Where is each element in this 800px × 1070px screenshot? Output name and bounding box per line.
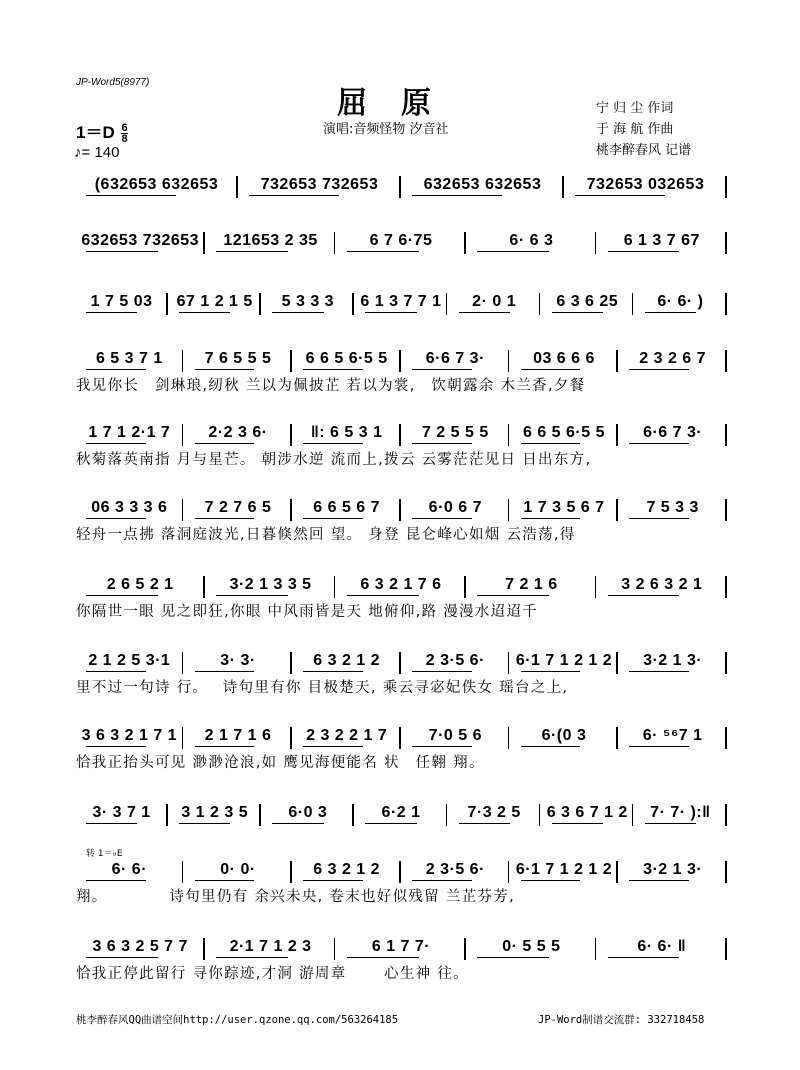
- beam-underline: [412, 880, 472, 881]
- barline: [166, 293, 168, 315]
- notation-row: [76, 934, 728, 960]
- staff-line: [76, 289, 728, 315]
- barline: [725, 293, 727, 315]
- staff-line: [76, 857, 728, 907]
- barline: [725, 576, 727, 598]
- barline: [334, 232, 336, 254]
- beam-underline: [249, 195, 339, 196]
- staff-line: [76, 495, 728, 545]
- modulation-mark: 转 1＝♭E: [86, 849, 123, 859]
- measure: 6·1 7 1 2 1 2: [515, 652, 613, 669]
- notation-row: [76, 420, 728, 446]
- barline: [616, 350, 618, 372]
- measure: 5 3 3 3: [281, 293, 335, 310]
- beam-underline: [347, 957, 419, 958]
- measure: 3 6 3 2 1 7 1: [81, 727, 178, 744]
- beam-underline: [645, 312, 696, 313]
- measure: ‖: 6 5 3 1: [310, 424, 383, 441]
- measure: 1 7 5 03: [90, 293, 153, 310]
- barline: [203, 576, 205, 598]
- measure: 2 3 2 2 1 7: [306, 727, 388, 744]
- transcriber-credit: 桃李醉春风 记谱: [596, 143, 692, 158]
- barline: [399, 652, 401, 674]
- measure: 6· 6· ‖: [637, 938, 687, 955]
- beam-underline: [303, 671, 363, 672]
- beam-underline: [216, 957, 288, 958]
- measure: 3· 3 7 1: [92, 804, 151, 821]
- beam-underline: [608, 595, 680, 596]
- beam-underline: [629, 880, 689, 881]
- barline: [508, 350, 510, 372]
- beam-underline: [645, 823, 696, 824]
- measure: 2 3·5 6·: [425, 861, 485, 878]
- beam-underline: [459, 823, 510, 824]
- measure: 632653 732653: [81, 232, 200, 249]
- beam-underline: [86, 369, 146, 370]
- beam-underline: [303, 518, 363, 519]
- beam-underline: [216, 251, 288, 252]
- barline: [539, 293, 541, 315]
- barline: [616, 727, 618, 749]
- beam-underline: [86, 823, 137, 824]
- measure: 6 6 5 6·5 5: [522, 424, 605, 441]
- barline: [203, 938, 205, 960]
- barline: [182, 652, 184, 674]
- barline: [508, 861, 510, 883]
- barline: [595, 232, 597, 254]
- beam-underline: [477, 957, 549, 958]
- barline: [616, 499, 618, 521]
- measure: 6·(0 3: [541, 727, 587, 744]
- measure: 2 1 2 5 3·1: [88, 652, 171, 669]
- lyric-line: 里不过一句诗 行。 诗句里有你 目极楚天, 乘云寻宓妃佚女 瑶台之上,: [76, 680, 569, 696]
- measure: 6·2 1: [381, 804, 421, 821]
- barline: [725, 424, 727, 446]
- measure: 6 5 3 7 1: [95, 350, 163, 367]
- beam-underline: [412, 746, 472, 747]
- staff-line: [76, 228, 728, 254]
- barline: [508, 424, 510, 446]
- barline: [725, 499, 727, 521]
- lyricist-credit: 宁 归 尘 作词: [596, 101, 674, 116]
- staff-line: [76, 420, 728, 470]
- barline: [236, 176, 238, 198]
- notation-row: [76, 572, 728, 598]
- barline: [725, 176, 727, 198]
- barline: [399, 499, 401, 521]
- beam-underline: [86, 251, 158, 252]
- beam-underline: [629, 369, 689, 370]
- measure: 121653 2 35: [223, 232, 318, 249]
- barline: [616, 652, 618, 674]
- barline: [399, 861, 401, 883]
- barline: [399, 424, 401, 446]
- measure: 732653 032653: [586, 176, 705, 193]
- barline: [595, 576, 597, 598]
- measure: 6 6 5 6·5 5: [305, 350, 388, 367]
- barline: [290, 424, 292, 446]
- barline: [290, 861, 292, 883]
- beam-underline: [303, 443, 363, 444]
- beam-underline: [303, 369, 363, 370]
- beam-underline: [86, 746, 146, 747]
- measure: 0· 5 5 5: [502, 938, 561, 955]
- measure: 6· ⁵⁶7 1: [642, 727, 703, 744]
- beam-underline: [521, 671, 581, 672]
- program-label: JP-Word5(8977): [76, 77, 150, 88]
- staff-line: [76, 172, 728, 198]
- barline: [446, 804, 448, 826]
- barline: [399, 727, 401, 749]
- barline: [632, 804, 634, 826]
- beam-underline: [86, 518, 146, 519]
- measure: 1 7 1 2·1 7: [88, 424, 171, 441]
- measure: 6 3 6 25: [556, 293, 619, 310]
- measure: 6·1 7 1 2 1 2: [515, 861, 613, 878]
- beam-underline: [272, 312, 323, 313]
- barline: [539, 804, 541, 826]
- measure: 7 2 7 6 5: [204, 499, 272, 516]
- measure: 2· 0 1: [472, 293, 517, 310]
- beam-underline: [575, 195, 665, 196]
- footer-source: 桃李醉春风QQ曲谱空间http://user.qzone.qq.com/563264185: [76, 1014, 399, 1026]
- measure: 6 3 2 1 2: [313, 652, 381, 669]
- measure: 6 1 3 7 67: [623, 232, 700, 249]
- measure: 1 7 3 5 6 7: [523, 499, 605, 516]
- beam-underline: [477, 251, 549, 252]
- key-signature: [76, 118, 128, 144]
- measure: 6·0 3: [288, 804, 328, 821]
- lyric-line: 恰我正停此留行 寻你踪迹,才洞 游周章 心生神 往。: [76, 966, 469, 982]
- measure: 2 6 5 2 1: [106, 576, 174, 593]
- barline: [399, 176, 401, 198]
- barline: [725, 232, 727, 254]
- beam-underline: [412, 518, 472, 519]
- beam-underline: [195, 443, 255, 444]
- barline: [182, 424, 184, 446]
- barline: [464, 576, 466, 598]
- barline: [725, 938, 727, 960]
- barline: [616, 861, 618, 883]
- barline: [725, 350, 727, 372]
- beam-underline: [86, 880, 146, 881]
- measure: 2·1 7 1 2 3: [229, 938, 312, 955]
- barline: [290, 727, 292, 749]
- notation-row: [76, 648, 728, 674]
- measure: 6·0 6 7: [428, 499, 482, 516]
- measure: 6 1 7 7·: [371, 938, 431, 955]
- barline: [725, 861, 727, 883]
- barline: [290, 652, 292, 674]
- barline: [464, 232, 466, 254]
- barline: [203, 232, 205, 254]
- staff-line: [76, 723, 728, 773]
- measure: 732653 732653: [260, 176, 379, 193]
- measure: 0· 0·: [220, 861, 256, 878]
- measure: 3 1 2 3 5: [181, 804, 249, 821]
- measure: 2 3·5 6·: [425, 652, 485, 669]
- beam-underline: [195, 671, 255, 672]
- beam-underline: [86, 595, 158, 596]
- barline: [352, 293, 354, 315]
- barline: [508, 499, 510, 521]
- barline: [334, 938, 336, 960]
- beam-underline: [521, 443, 581, 444]
- beam-underline: [347, 595, 419, 596]
- barline: [464, 938, 466, 960]
- beam-underline: [459, 312, 510, 313]
- lyric-line: 恰我正抬头可见 渺渺沧浪,如 鹰见海便能名 状 任翱 翔。: [76, 755, 485, 771]
- beam-underline: [629, 746, 689, 747]
- barline: [595, 938, 597, 960]
- beam-underline: [521, 746, 581, 747]
- footer-group: JP-Word制谱交流群: 332718458: [538, 1014, 705, 1026]
- measure: 6·6 7 3·: [425, 350, 485, 367]
- measure: 3 6 3 2 5 7 7: [92, 938, 188, 955]
- measure: 6 6 5 6 7: [313, 499, 381, 516]
- composer-credit: 于 海 航 作曲: [596, 122, 674, 137]
- barline: [725, 727, 727, 749]
- barline: [399, 350, 401, 372]
- measure: 3·2 1 3 3 5: [229, 576, 312, 593]
- tempo-mark: ♪= 140: [74, 144, 120, 161]
- barline: [290, 350, 292, 372]
- beam-underline: [629, 518, 689, 519]
- beam-underline: [216, 595, 288, 596]
- measure: 6 3 6 7 1 2: [546, 804, 628, 821]
- measure: 3· 3·: [220, 652, 256, 669]
- measure: 6· 6·: [111, 861, 148, 878]
- beam-underline: [86, 671, 146, 672]
- notation-row: [76, 289, 728, 315]
- beam-underline: [629, 671, 689, 672]
- barline: [182, 350, 184, 372]
- beam-underline: [521, 369, 581, 370]
- beam-underline: [365, 312, 416, 313]
- measure: 03 6 6 6: [533, 350, 595, 367]
- time-signature: [121, 123, 127, 144]
- measure: 7· 7· ):‖: [650, 804, 711, 821]
- barline: [259, 293, 261, 315]
- measure: 3·2 1 3·: [643, 652, 703, 669]
- measure: 2 1 7 1 6: [204, 727, 272, 744]
- measure: (632653 632653: [94, 176, 219, 193]
- beam-underline: [195, 518, 255, 519]
- beam-underline: [412, 671, 472, 672]
- notation-row: [76, 495, 728, 521]
- barline: [725, 804, 727, 826]
- measure: 7 6 5 5 5: [204, 350, 272, 367]
- barline: [616, 424, 618, 446]
- beam-underline: [179, 312, 230, 313]
- beam-underline: [195, 880, 255, 881]
- meter-top: 6: [121, 122, 128, 135]
- barline: [259, 804, 261, 826]
- beam-underline: [195, 369, 255, 370]
- measure: 67 1 2 1 5: [176, 293, 253, 310]
- beam-underline: [608, 957, 680, 958]
- measure: 7 2 5 5 5: [421, 424, 489, 441]
- measure: 6 1 3 7 7 1: [360, 293, 442, 310]
- beam-underline: [477, 595, 549, 596]
- barline: [562, 176, 564, 198]
- beam-underline: [552, 312, 603, 313]
- measure: 7·3 2 5: [467, 804, 521, 821]
- notation-row: [76, 172, 728, 198]
- notation-row: [76, 857, 728, 883]
- singer-credit: 演唱:音频怪物 汐音社: [323, 122, 449, 137]
- barline: [182, 727, 184, 749]
- barline: [334, 576, 336, 598]
- barline: [352, 804, 354, 826]
- beam-underline: [86, 957, 158, 958]
- notation-row: [76, 800, 728, 826]
- beam-underline: [86, 443, 146, 444]
- barline: [446, 293, 448, 315]
- beam-underline: [608, 251, 680, 252]
- beam-underline: [412, 443, 472, 444]
- barline: [182, 499, 184, 521]
- key-label: 1＝D: [76, 123, 115, 142]
- beam-underline: [179, 823, 230, 824]
- barline: [508, 727, 510, 749]
- lyric-line: 秋菊落英南指 月与星芒。 朝涉水逆 流而上,拨云 云雾茫茫见日 日出东方,: [76, 452, 592, 468]
- notation-row: [76, 346, 728, 372]
- beam-underline: [412, 195, 502, 196]
- lyric-line: 我见你长 剑琳琅,纫秋 兰以为佩披芷 若以为裳, 饮朝露余 木兰香,夕餐: [76, 378, 586, 394]
- barline: [290, 499, 292, 521]
- measure: 6 3 2 1 2: [313, 861, 381, 878]
- beam-underline: [552, 823, 603, 824]
- measure: 6· 6· ): [657, 293, 704, 310]
- beam-underline: [303, 746, 363, 747]
- measure: 6·6 7 3·: [643, 424, 703, 441]
- song-title: 屈原: [337, 86, 465, 121]
- measure: 632653 632653: [423, 176, 542, 193]
- staff-line: [76, 934, 728, 984]
- barline: [166, 804, 168, 826]
- measure: 2·2 3 6·: [208, 424, 268, 441]
- beam-underline: [521, 880, 581, 881]
- measure: 3 2 6 3 2 1: [621, 576, 703, 593]
- measure: 2 3 2 6 7: [639, 350, 707, 367]
- beam-underline: [629, 443, 689, 444]
- beam-underline: [347, 251, 419, 252]
- beam-underline: [86, 195, 176, 196]
- notation-row: [76, 723, 728, 749]
- lyric-line: 你隔世一眼 见之即狂,你眼 中风雨皆是天 地俯仰,路 漫漫水迢迢千: [76, 604, 539, 620]
- beam-underline: [86, 312, 137, 313]
- notation-row: [76, 228, 728, 254]
- lyric-line: 轻舟一点拂 落洞庭波光,日暮倏然回 望。 身登 昆仑峰心如烟 云浩荡,得: [76, 527, 576, 543]
- staff-line: [76, 572, 728, 622]
- measure: 7 2 1 6: [505, 576, 558, 593]
- beam-underline: [303, 880, 363, 881]
- barline: [508, 652, 510, 674]
- beam-underline: [412, 369, 472, 370]
- staff-line: [76, 346, 728, 396]
- beam-underline: [195, 746, 255, 747]
- barline: [632, 293, 634, 315]
- measure: 06 3 3 3 6: [91, 499, 168, 516]
- measure: 6 7 6·75: [369, 232, 433, 249]
- staff-line: [76, 800, 728, 826]
- beam-underline: [365, 823, 416, 824]
- staff-line: [76, 648, 728, 698]
- meter-bottom: 8: [121, 133, 128, 146]
- barline: [725, 652, 727, 674]
- lyric-line: 翔。 诗句里仍有 余兴未央, 卷末也好似残留 兰芷芬芳,: [76, 889, 516, 905]
- measure: 3·2 1 3·: [643, 861, 703, 878]
- measure: 7 5 3 3: [646, 499, 699, 516]
- measure: 7·0 5 6: [428, 727, 482, 744]
- beam-underline: [521, 518, 581, 519]
- beam-underline: [272, 823, 323, 824]
- measure: 6· 6 3: [509, 232, 554, 249]
- barline: [182, 861, 184, 883]
- measure: 6 3 2 1 7 6: [360, 576, 442, 593]
